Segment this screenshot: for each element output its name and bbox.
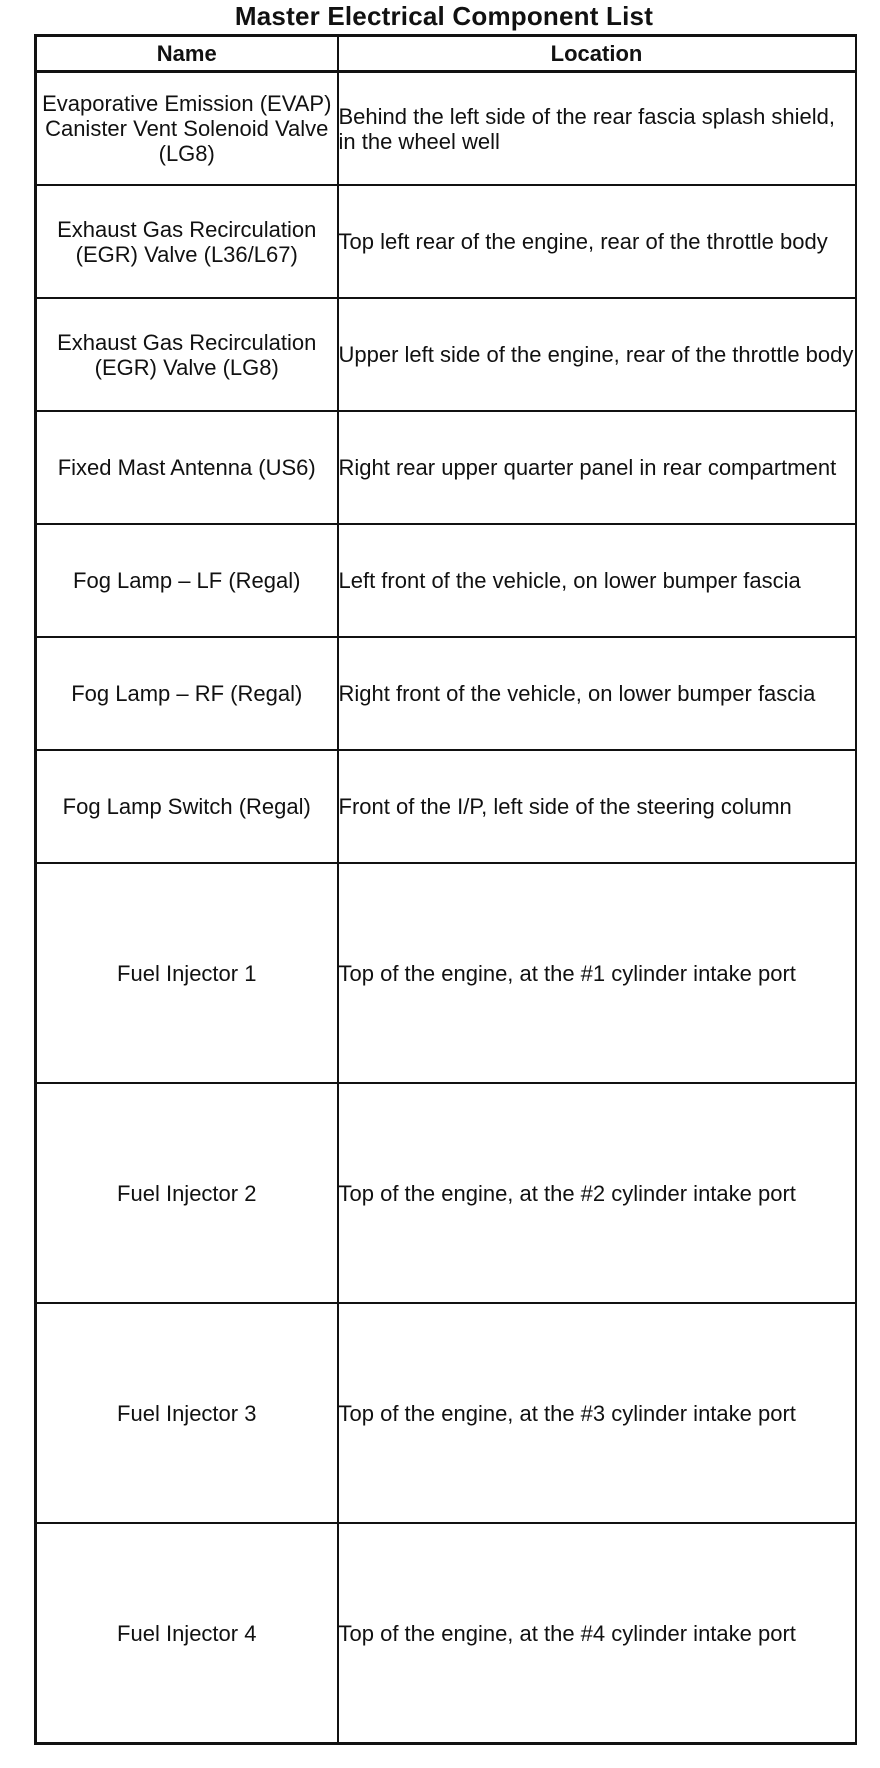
table-header-row: [36, 36, 856, 72]
component-name: Fog Lamp Switch (Regal): [36, 750, 338, 863]
table-row: [36, 1083, 856, 1303]
table-row: [36, 298, 856, 411]
component-name: Evaporative Emission (EVAP) Canister Vent Solenoid Valve (LG8): [36, 72, 338, 186]
component-location: Top of the engine, at the #4 cylinder intake port: [338, 1523, 856, 1744]
table-row: [36, 750, 856, 863]
component-location: Front of the I/P, left side of the steering column: [338, 750, 856, 863]
component-location: Top of the engine, at the #1 cylinder intake port: [338, 863, 856, 1083]
component-location: Top of the engine, at the #3 cylinder intake port: [338, 1303, 856, 1523]
component-name: Fog Lamp – RF (Regal): [36, 637, 338, 750]
column-header-location: Location: [338, 36, 856, 72]
component-name: Exhaust Gas Recirculation (EGR) Valve (L36/L67): [36, 185, 338, 298]
component-name: Fuel Injector 3: [36, 1303, 338, 1523]
component-table: [34, 34, 857, 1745]
component-name: Fog Lamp – LF (Regal): [36, 524, 338, 637]
table-row: [36, 1523, 856, 1744]
table-row: [36, 185, 856, 298]
column-header-name: Name: [36, 36, 338, 72]
component-name: Fuel Injector 2: [36, 1083, 338, 1303]
component-location: Top left rear of the engine, rear of the throttle body: [338, 185, 856, 298]
component-name: Fixed Mast Antenna (US6): [36, 411, 338, 524]
component-location: Right front of the vehicle, on lower bumper fascia: [338, 637, 856, 750]
table-row: [36, 637, 856, 750]
table-row: [36, 863, 856, 1083]
component-location: Top of the engine, at the #2 cylinder intake port: [338, 1083, 856, 1303]
component-location: Right rear upper quarter panel in rear compartment: [338, 411, 856, 524]
component-location: Behind the left side of the rear fascia splash shield, in the wheel well: [338, 72, 856, 186]
component-location: Left front of the vehicle, on lower bumper fascia: [338, 524, 856, 637]
component-name: Exhaust Gas Recirculation (EGR) Valve (LG8): [36, 298, 338, 411]
table-row: [36, 411, 856, 524]
page-title: Master Electrical Component List: [234, 1, 654, 31]
component-name: Fuel Injector 1: [36, 863, 338, 1083]
table-row: [36, 524, 856, 637]
table-row: [36, 72, 856, 186]
component-location: Upper left side of the engine, rear of the throttle body: [338, 298, 856, 411]
component-name: Fuel Injector 4: [36, 1523, 338, 1744]
table-row: [36, 1303, 856, 1523]
